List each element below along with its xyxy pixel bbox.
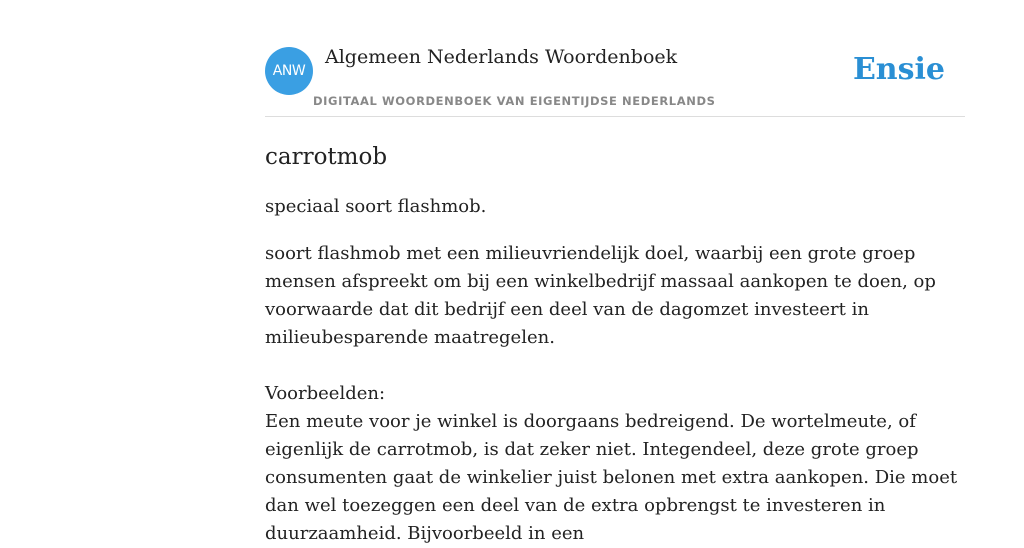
site-subtitle: DIGITAAL WOORDENBOEK VAN EIGENTIJDSE NEDERLANDS <box>313 94 716 108</box>
entry-word: carrotmob <box>265 144 388 170</box>
ensie-brand-logo[interactable]: Ensie <box>852 52 945 87</box>
anw-logo[interactable] <box>265 47 313 95</box>
site-title[interactable]: Algemeen Nederlands Woordenboek <box>325 46 678 68</box>
examples-section <box>265 380 965 548</box>
examples-text: Een meute voor je winkel is doorgaans bedreigend. De wortelmeute, of eigenlijk de carrotmob, is dat zeker niet. Integendeel, deze grote groep consumenten gaat de winkelier juist belonen met extra aankopen. Die moet dan wel toezeggen een deel van de extra opbrengst te investeren in duurzaamheid. Bijvoorbeeld in een <box>265 411 958 544</box>
anw-logo-text: ANW <box>272 63 306 79</box>
examples-label: Voorbeelden: <box>265 383 386 404</box>
entry-short-definition: speciaal soort flashmob. <box>265 196 487 217</box>
page-content <box>265 0 965 544</box>
site-header <box>265 0 965 117</box>
entry-definition: soort flashmob met een milieuvriendelijk doel, waarbij een grote groep mensen afspreekt om bij een winkelbedrijf massaal aankopen te doen, op voorwaarde dat dit bedrijf een deel van de dagomzet investeert in milieubesparende maatregelen. <box>265 243 936 348</box>
